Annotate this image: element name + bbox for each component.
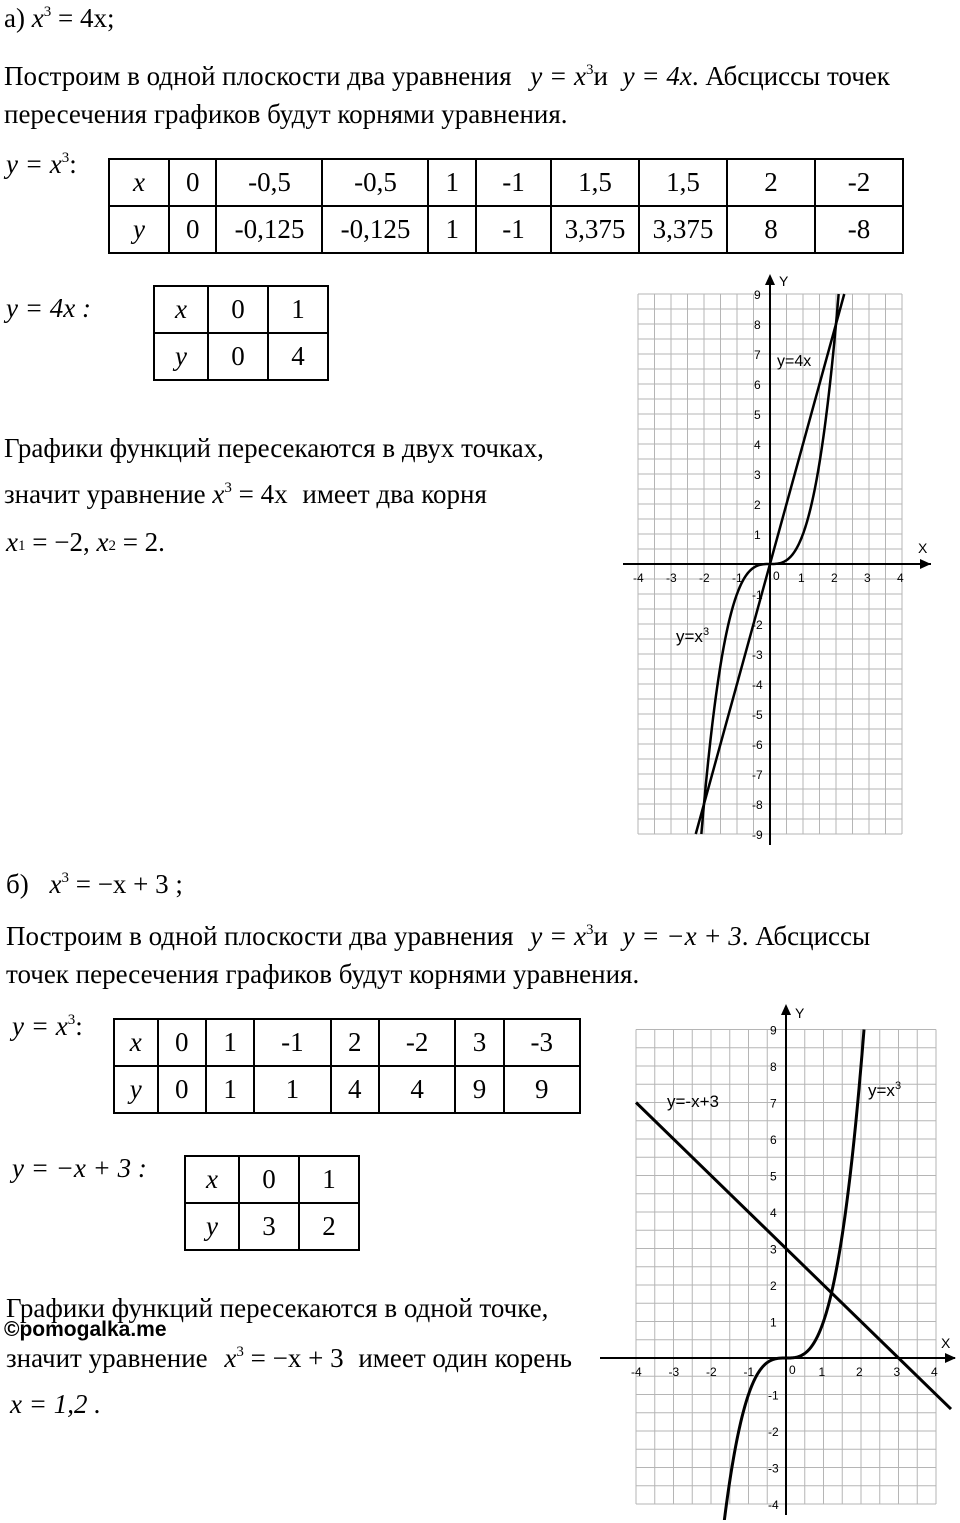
y-tick-label: 4 [754, 438, 761, 452]
label-curve-cubic: $y=x^3$ [676, 626, 710, 646]
y-tick-label: 1 [754, 528, 761, 542]
y-axis-arrow-icon [781, 1004, 791, 1015]
y-tick-label: -3 [752, 648, 763, 662]
part-a-values-table-cubic [108, 158, 904, 254]
table-cell: 1 [299, 1156, 359, 1203]
part-a-table1-label: $y = x^3$: [6, 149, 77, 179]
x-tick-label: 4 [931, 1365, 938, 1379]
y-tick-label: 6 [754, 378, 761, 392]
part-a-intro-line2: пересечения графиков будут корнями уравнения. [4, 99, 568, 129]
table-cell: 1 [428, 206, 475, 253]
label-curve-cubic: $y=x^3$ [868, 1080, 902, 1100]
y-tick-label: -3 [768, 1461, 779, 1476]
table-cell: 1 [254, 1066, 330, 1113]
part-b-func-line: y = −x + 3 [622, 921, 742, 951]
y-tick-label: 7 [754, 348, 761, 362]
part-b-values-table-cubic [113, 1018, 581, 1114]
table-cell: -2 [815, 159, 903, 206]
x-tick-label: -1 [743, 1365, 755, 1379]
y-tick-label: -6 [752, 738, 763, 752]
table-cell: -8 [815, 206, 903, 253]
part-b-graph [595, 1000, 957, 1520]
table-cell: 0 [208, 286, 268, 333]
x-tick-label: 3 [864, 571, 871, 585]
part-b-conclusion-line1: Графики функций пересекаются в одной точке, [6, 1293, 549, 1323]
part-a-func-cubic: $y = x^3$ [530, 61, 594, 91]
table-cell: -1 [476, 206, 551, 253]
y-tick-label: 2 [770, 1279, 777, 1293]
y-tick-label: -4 [768, 1498, 779, 1512]
table-cell: -0,125 [322, 206, 428, 253]
table-cell: -0,5 [322, 159, 428, 206]
part-a-label: а) [4, 3, 25, 33]
part-b-table1-label: $y = x^3$: [12, 1011, 83, 1041]
origin-label: 0 [773, 569, 780, 583]
part-b-conclusion-line2: значит уравнение $x^3 = -x + 3$ имеет один корень [6, 1343, 572, 1373]
part-b-heading [6, 866, 183, 902]
y-axis-arrow-icon [765, 274, 775, 285]
y-tick-label: 7 [770, 1096, 777, 1111]
table-cell: 0 [158, 1019, 206, 1066]
table-cell: 1,5 [639, 159, 727, 206]
table-cell: -2 [379, 1019, 455, 1066]
table-cell: 0 [239, 1156, 299, 1203]
x-axis-label: X [918, 540, 928, 556]
part-a-conclusion-line2: значит уравнение $x^3 = 4x$ имеет два корня [4, 479, 487, 509]
y-tick-label: -2 [768, 1425, 779, 1439]
y-tick-label: -4 [752, 678, 763, 692]
table-head-y: y [114, 1066, 158, 1113]
table-cell: 1 [428, 159, 475, 206]
table-cell: 0 [169, 206, 216, 253]
table-cell: 3 [239, 1203, 299, 1250]
table-head-x: x [109, 159, 169, 206]
table-cell: 4 [331, 1066, 379, 1113]
origin-label: 0 [789, 1363, 796, 1377]
x-axis-arrow-icon [945, 1353, 956, 1363]
y-axis-label: Y [795, 1005, 805, 1021]
y-tick-label: 2 [754, 498, 761, 512]
table-cell: -1 [254, 1019, 330, 1066]
table-cell: 3 [455, 1019, 503, 1066]
y-tick-label: 8 [754, 318, 761, 332]
y-tick-label: -1 [752, 588, 763, 602]
part-b-intro-line2: точек пересечения графиков будут корнями уравнения. [6, 959, 640, 989]
watermark-logo: ©pomogalka.me [4, 1318, 167, 1341]
part-a-roots: $x_1 = -2$, $x_2 = 2$. [6, 527, 165, 557]
y-tick-label: 3 [754, 468, 761, 482]
part-a-conclusion-line1: Графики функций пересекаются в двух точках, [4, 433, 544, 463]
part-b-equation: $x^3 = -x + 3$ ; [49, 869, 183, 899]
part-b-func-cubic: $y = x^3$ [530, 921, 594, 951]
y-axis-label: Y [779, 273, 789, 289]
table-cell: -0,5 [216, 159, 322, 206]
table-cell: 2 [299, 1203, 359, 1250]
label-line-minus-x-plus-3: y=-x+3 [667, 1092, 719, 1111]
part-b-label: б) [6, 869, 29, 899]
table-cell: 0 [158, 1066, 206, 1113]
y-tick-label: -7 [752, 768, 763, 782]
y-tick-label: -5 [752, 708, 763, 722]
part-a-func-line: y = 4x [622, 61, 692, 91]
part-a-table2-label: y = 4x : [6, 293, 91, 323]
part-a-values-table-line [153, 285, 329, 381]
table-cell: 4 [379, 1066, 455, 1113]
table-cell: 1 [206, 1019, 254, 1066]
y-tick-label: -2 [752, 618, 763, 632]
x-tick-label: -1 [732, 571, 743, 585]
table-head-x: x [185, 1156, 239, 1203]
table-cell: 8 [727, 206, 815, 253]
part-b-table2-label: y = −x + 3 : [12, 1153, 147, 1183]
table-cell: -3 [504, 1019, 580, 1066]
part-a-intro-line1: Построим в одной плоскости два уравнения $y = x^3и$ y = 4x. Абсциссы точек [4, 61, 890, 91]
x-axis-arrow-icon [920, 559, 931, 569]
label-line-4x: y=4x [777, 353, 812, 370]
y-tick-label: 9 [754, 288, 761, 302]
part-b-values-table-line [184, 1155, 360, 1251]
y-tick-label: 6 [770, 1133, 777, 1147]
table-head-y: y [109, 206, 169, 253]
part-b-root: x = 1,2 . [10, 1389, 101, 1419]
x-tick-label: 2 [831, 571, 838, 585]
table-cell: 2 [331, 1019, 379, 1066]
table-cell: 3,375 [639, 206, 727, 253]
x-tick-label: 2 [856, 1365, 863, 1379]
y-tick-label: -8 [752, 798, 763, 812]
x-tick-label: 4 [897, 571, 904, 585]
y-tick-label: 5 [770, 1169, 777, 1184]
x-tick-label: 1 [798, 571, 805, 585]
y-tick-label: -9 [752, 828, 763, 842]
part-a-heading [4, 0, 114, 36]
table-cell: -0,125 [216, 206, 322, 253]
table-cell: 0 [169, 159, 216, 206]
part-b-intro-line1: Построим в одной плоскости два уравнения $y = x^3и$ y = −x + 3. Абсциссы [6, 921, 871, 951]
x-tick-label: -3 [666, 571, 677, 585]
part-a-graph [615, 270, 935, 850]
y-tick-label: 5 [754, 408, 761, 422]
part-a-conclusion-equation: $x^3 = 4x$ [212, 479, 288, 509]
table-cell: 0 [208, 333, 268, 380]
table-cell: 2 [727, 159, 815, 206]
table-cell: -1 [476, 159, 551, 206]
y-tick-label: -1 [768, 1388, 779, 1403]
y-tick-label: 9 [770, 1023, 777, 1038]
table-head-y: y [185, 1203, 239, 1250]
curve-cubic [724, 1030, 864, 1520]
table-head-x: x [114, 1019, 158, 1066]
table-cell: 1,5 [551, 159, 639, 206]
x-tick-label: -2 [699, 571, 710, 585]
table-cell: 1 [268, 286, 328, 333]
y-tick-label: 3 [770, 1242, 777, 1257]
x-tick-label: 3 [893, 1365, 901, 1379]
table-cell: 4 [268, 333, 328, 380]
y-tick-label: 4 [770, 1206, 777, 1220]
table-cell: 9 [504, 1066, 580, 1113]
y-tick-label: 8 [770, 1060, 777, 1074]
x-tick-label: -4 [633, 571, 644, 585]
x-tick-label: -4 [631, 1365, 642, 1379]
table-cell: 3,375 [551, 206, 639, 253]
part-b-conclusion-equation: $x^3 = -x + 3$ [224, 1343, 344, 1373]
y-tick-label: 1 [770, 1315, 777, 1330]
table-head-y: y [154, 333, 208, 380]
table-cell: 1 [206, 1066, 254, 1113]
x-axis-label: X [941, 1335, 951, 1351]
x-tick-label: 1 [818, 1365, 826, 1379]
x-tick-label: -3 [668, 1365, 680, 1379]
table-head-x: x [154, 286, 208, 333]
x-tick-label: -2 [706, 1365, 717, 1379]
part-a-equation: $x^3 = 4x$; [31, 3, 115, 33]
table-cell: 9 [455, 1066, 503, 1113]
